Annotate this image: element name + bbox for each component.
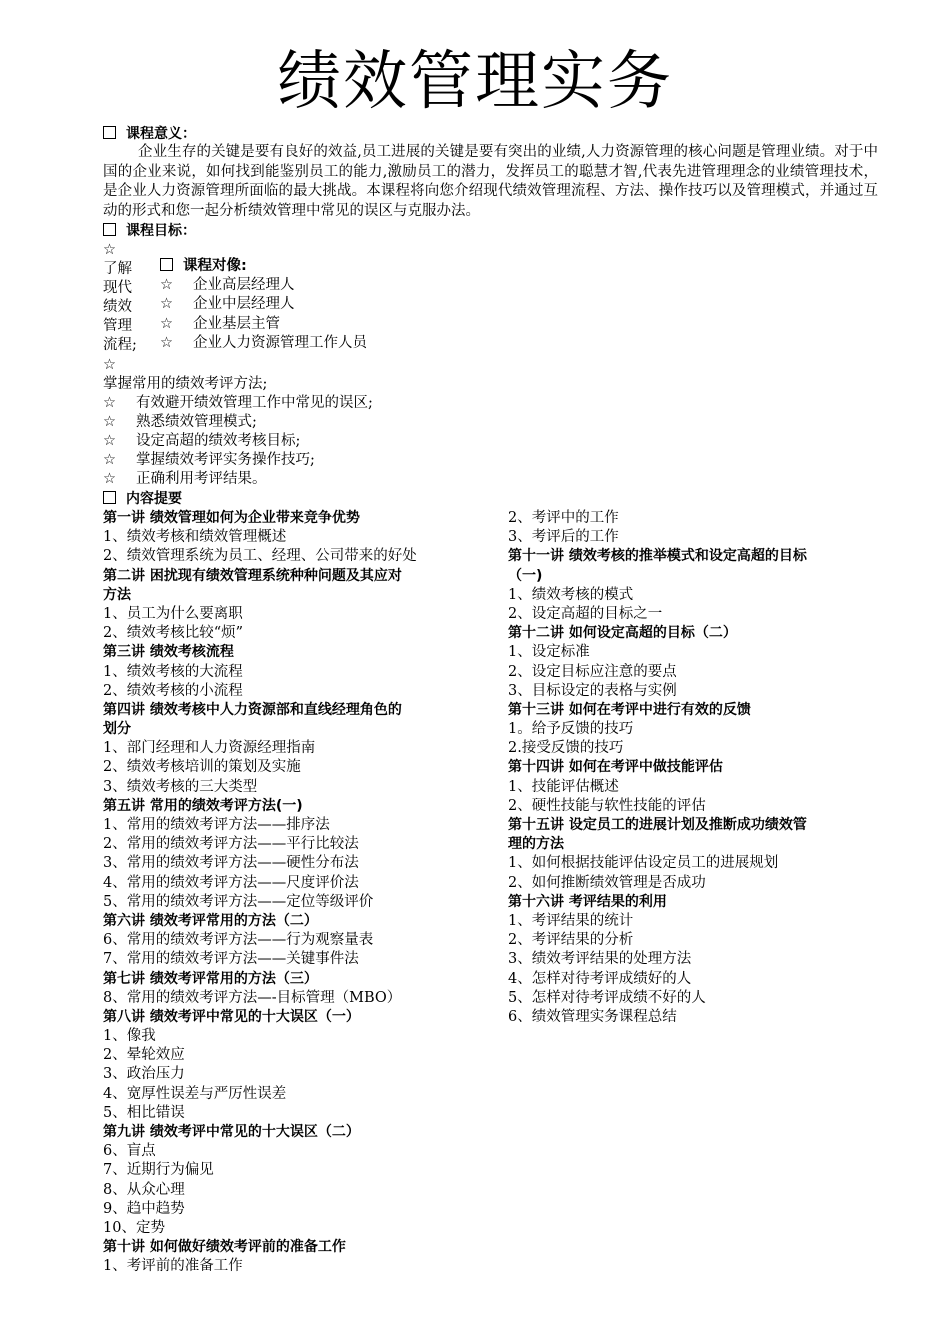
lecture-item: 2、如何推断绩效管理是否成功 xyxy=(508,874,706,891)
lecture-item: 2、晕轮效应 xyxy=(103,1047,185,1064)
lecture-heading: 第四讲 绩效考核中人力资源部和直线经理角色的 xyxy=(103,701,402,718)
lecture-item: 1、像我 xyxy=(103,1028,156,1045)
star-icon: ☆ xyxy=(103,471,116,487)
significance-heading: 课程意义： xyxy=(103,125,196,144)
goal-item: ☆ 有效避开绩效管理工作中常见的误区; xyxy=(103,395,373,411)
lecture-item: 2、绩效考核的小流程 xyxy=(103,682,243,699)
lecture-item: 3、考评后的工作 xyxy=(508,529,619,546)
lecture-item: 4、怎样对待考评成绩好的人 xyxy=(508,970,692,987)
checkbox-icon xyxy=(103,491,116,504)
lecture-item: 4、常用的绩效考评方法——尺度评价法 xyxy=(103,874,359,891)
lecture-heading: 第九讲 绩效考评中常见的十大误区（二） xyxy=(103,1124,360,1140)
contents-heading: 内容提要 xyxy=(103,490,182,509)
lecture-heading: 第五讲 常用的绩效考评方法(一) xyxy=(103,797,303,814)
lecture-heading: 第六讲 绩效考评常用的方法（二） xyxy=(103,912,318,929)
lecture-heading: 第八讲 绩效考评中常见的十大误区（一） xyxy=(103,1008,360,1025)
lecture-heading: 理的方法 xyxy=(508,836,564,853)
lecture-item: 3、常用的绩效考评方法——硬性分布法 xyxy=(103,855,359,872)
checkbox-icon xyxy=(103,223,116,236)
lecture-item: 6、绩效管理实务课程总结 xyxy=(508,1008,677,1025)
lecture-item: 1。给予反馈的技巧 xyxy=(508,721,634,738)
goals-heading: 课程目标： xyxy=(103,222,196,241)
audience-heading: 课程对像: xyxy=(160,257,367,276)
star-icon: ☆ xyxy=(160,334,173,351)
lecture-heading: 方法 xyxy=(103,586,131,603)
lecture-item: 4、宽厚性误差与严厉性误差 xyxy=(103,1085,287,1102)
lecture-item: 3、绩效考评结果的处理方法 xyxy=(508,951,692,968)
lecture-heading: 第三讲 绩效考核流程 xyxy=(103,644,234,661)
lecture-item: 1、绩效考核的模式 xyxy=(508,586,634,603)
document-title: 绩效管理实务 xyxy=(277,45,673,119)
audience-item: ☆ 企业高层经理人 xyxy=(160,276,367,295)
goal-item-1-part: 绩效 xyxy=(103,299,132,315)
contents-left-column xyxy=(103,509,473,1277)
goal-item: ☆ 掌握绩效考评实务操作技巧; xyxy=(103,452,315,468)
lecture-heading: 划分 xyxy=(103,721,131,738)
lecture-item: 3、政治压力 xyxy=(103,1066,185,1083)
goal-item: ☆ 设定高超的绩效考核目标; xyxy=(103,433,301,449)
lecture-heading: 第七讲 绩效考评常用的方法（三） xyxy=(103,970,318,987)
lecture-item: 3、绩效考核的三大类型 xyxy=(103,778,258,795)
star-icon: ☆ xyxy=(160,315,173,332)
lecture-item: 1、考评前的准备工作 xyxy=(103,1258,243,1275)
goal-item: ☆ 正确利用考评结果。 xyxy=(103,471,267,487)
lecture-item: 1、技能评估概述 xyxy=(508,778,619,795)
lecture-item: 6、盲点 xyxy=(103,1143,156,1160)
lecture-item: 2.接受反馈的技巧 xyxy=(508,740,624,757)
goal-item-2: 掌握常用的绩效考评方法; xyxy=(103,376,268,392)
lecture-item: 1、如何根据技能评估设定员工的进展规划 xyxy=(508,855,779,872)
lecture-item: 2、绩效考核培训的策划及实施 xyxy=(103,759,301,776)
star-icon: ☆ xyxy=(160,296,173,313)
lecture-item: 7、近期行为偏见 xyxy=(103,1162,214,1179)
star-icon: ☆ xyxy=(103,452,116,468)
audience-item: ☆ 企业人力资源管理工作人员 xyxy=(160,334,367,353)
significance-paragraph: 企业生存的关键是要有良好的效益,员工进展的关键是要有突出的业绩,人力资源管理的核心问题是管理业绩。对于中国的企业来说，如何找到能鉴别员工的能力,激励员工的潜力，发挥员工的聪慧才智,代表先进管理理念的业绩管理技术，是企业人力资源管理所面临的最大挑战。本课程将向您介绍现代绩效管理流程、方法、操作技巧以及管理模式，并通过互动的形式和您一起分析绩效管理中常见的误区与克服办法。 xyxy=(103,144,878,219)
star-icon: ☆ xyxy=(103,414,116,430)
lecture-item: 8、常用的绩效考评方法—-目标管理（MBO） xyxy=(103,989,402,1006)
lecture-item: 10、定势 xyxy=(103,1219,165,1236)
star-icon: ☆ xyxy=(103,357,116,373)
goal-item-1-part: 管理 xyxy=(103,318,132,334)
lecture-item: 1、绩效考核和绩效管理概述 xyxy=(103,529,287,546)
lecture-item: 5、相比错误 xyxy=(103,1104,185,1121)
lecture-heading: 第十五讲 设定员工的进展计划及推断成功绩效管 xyxy=(508,817,807,833)
contents-right-column xyxy=(508,509,888,1027)
lecture-item: 2、考评结果的分析 xyxy=(508,932,634,949)
lecture-item: 7、常用的绩效考评方法——关键事件法 xyxy=(103,951,359,968)
lecture-item: 1、设定标准 xyxy=(508,644,590,661)
lecture-item: 1、常用的绩效考评方法——排序法 xyxy=(103,817,330,833)
audience-item: ☆ 企业基层主管 xyxy=(160,315,367,334)
star-icon: ☆ xyxy=(103,242,116,258)
lecture-heading: 第十四讲 如何在考评中做技能评估 xyxy=(508,759,723,776)
lecture-item: 2、绩效管理系统为员工、经理、公司带来的好处 xyxy=(103,548,417,565)
lecture-item: 1、考评结果的统计 xyxy=(508,912,634,929)
lecture-item: 2、硬性技能与软性技能的评估 xyxy=(508,797,706,814)
lecture-item: 2、常用的绩效考评方法——平行比较法 xyxy=(103,836,359,853)
lecture-heading: 第一讲 绩效管理如何为企业带来竞争优势 xyxy=(103,510,360,526)
lecture-item: 2、绩效考核比较“烦” xyxy=(103,625,244,642)
lecture-item: 2、考评中的工作 xyxy=(508,510,619,526)
goal-item: ☆ 熟悉绩效管理模式; xyxy=(103,414,257,430)
lecture-item: 6、常用的绩效考评方法——行为观察量表 xyxy=(103,932,374,949)
goal-item-1-part: 了解 xyxy=(103,261,132,277)
lecture-heading: （一) xyxy=(508,567,543,584)
lecture-item: 9、趋中趋势 xyxy=(103,1200,185,1217)
star-icon: ☆ xyxy=(103,395,116,411)
lecture-heading: 第十讲 如何做好绩效考评前的准备工作 xyxy=(103,1239,346,1256)
star-icon: ☆ xyxy=(160,277,173,294)
lecture-item: 5、常用的绩效考评方法——定位等级评价 xyxy=(103,893,374,910)
lecture-item: 1、部门经理和人力资源经理指南 xyxy=(103,740,316,757)
lecture-item: 5、怎样对待考评成绩不好的人 xyxy=(508,989,706,1006)
audience-item: ☆ 企业中层经理人 xyxy=(160,295,367,314)
lecture-item: 1、绩效考核的大流程 xyxy=(103,663,243,680)
lecture-item: 3、目标设定的表格与实例 xyxy=(508,682,677,699)
lecture-item: 1、员工为什么要离职 xyxy=(103,605,243,622)
lecture-heading: 第十六讲 考评结果的利用 xyxy=(508,893,667,910)
lecture-item: 8、从众心理 xyxy=(103,1181,185,1198)
lecture-heading: 第十一讲 绩效考核的推举模式和设定高超的目标 xyxy=(508,548,807,565)
checkbox-icon xyxy=(103,126,116,139)
goal-item-1-part: 流程; xyxy=(103,337,137,353)
lecture-item: 2、设定高超的目标之一 xyxy=(508,605,663,622)
lecture-heading: 第十二讲 如何设定高超的目标（二） xyxy=(508,625,737,642)
lecture-heading: 第十三讲 如何在考评中进行有效的反馈 xyxy=(508,701,751,718)
lecture-item: 2、设定目标应注意的要点 xyxy=(508,663,677,680)
star-icon: ☆ xyxy=(103,433,116,449)
lecture-heading: 第二讲 困扰现有绩效管理系统种种问题及其应对 xyxy=(103,567,402,584)
checkbox-icon xyxy=(160,258,173,271)
audience-box xyxy=(160,257,367,353)
goal-item-1-part: 现代 xyxy=(103,280,132,296)
